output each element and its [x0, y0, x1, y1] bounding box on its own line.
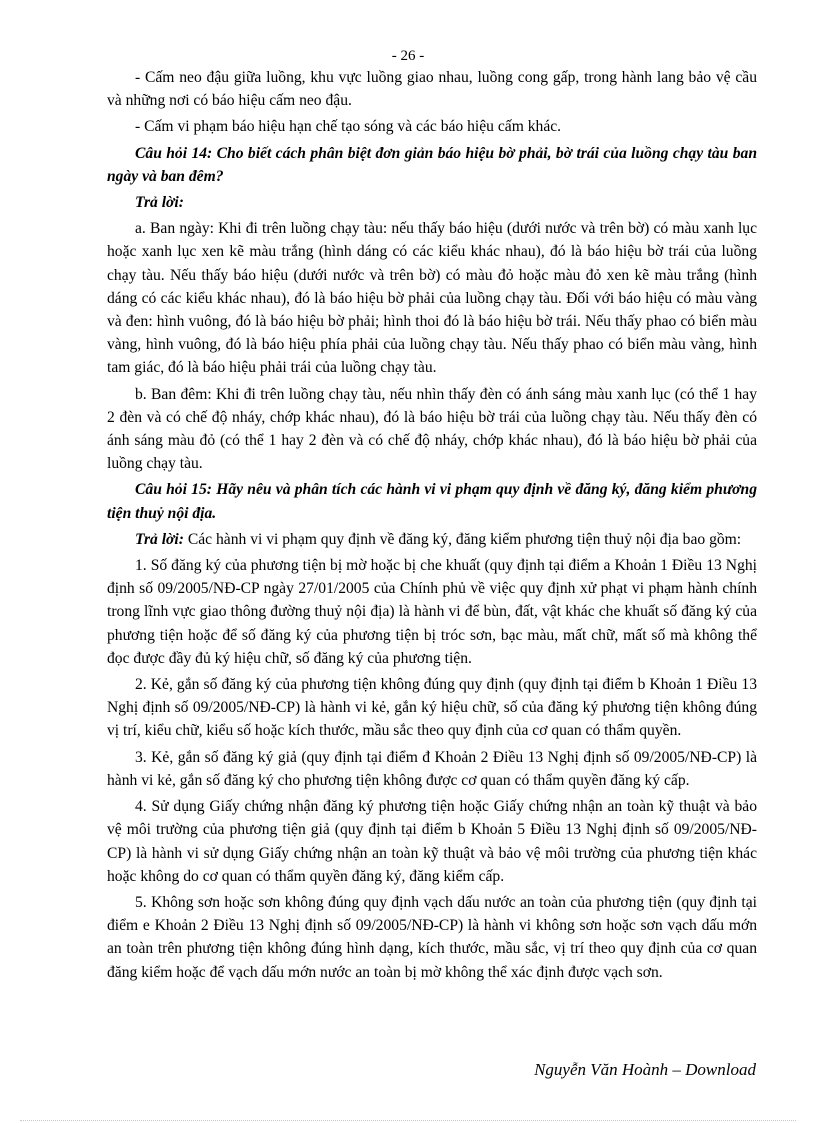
question-14: Câu hỏi 14: Cho biết cách phân biệt đơn giản báo hiệu bờ phải, bờ trái của luồng chạy tàu ban ngày và ban đêm?	[107, 144, 757, 185]
answer-15-item-1: 1. Số đăng ký của phương tiện bị mờ hoặc bị che khuất (quy định tại điểm a Khoản 1 Điều 13 Nghị định số 09/2005/NĐ-CP ngày 27/01/2005 của Chính phủ về việc quy định xử phạt vi phạm hành chính trong lĩnh vực giao thông đường thuỷ nội địa) là hành vi để bùn, đất, vật khác che khuất số đăng ký của phương tiện hoặc để số đăng ký của phương tiện bị tróc sơn, bạc màu, mất chữ, mất số mà không thể đọc được đầy đủ ký hiệu chữ, số đăng ký của phương tiện.	[107, 557, 757, 667]
answer-14-nighttime: b. Ban đêm: Khi đi trên luồng chạy tàu, nếu nhìn thấy đèn có ánh sáng màu xanh lục (có thể 1 hay 2 đèn và có chế độ nháy, chớp khác nhau), đó là báo hiệu bờ trái của luồng chạy tàu. Nếu thấy đèn có ánh sáng màu đỏ (có thể 1 hay 2 đèn và có chế độ nháy, chớp khác nhau), đó là báo hiệu bờ phải của luồng chạy tàu.	[107, 385, 757, 473]
document-body	[107, 66, 757, 987]
answer-14-daytime: a. Ban ngày: Khi đi trên luồng chạy tàu: nếu thấy báo hiệu (dưới nước và trên bờ) có màu xanh lục hoặc xanh lục xen kẽ màu trắng (hình dáng có các kiểu khác nhau), đó là báo hiệu bờ trái của luồng chạy tàu. Nếu thấy báo hiệu (dưới nước và trên bờ) có màu đỏ hoặc màu đỏ xen kẽ màu trắng (hình dáng có các kiểu khác nhau), đó là báo hiệu bờ phải của luồng chạy tàu. Đối với báo hiệu có màu vàng và đen: hình vuông, đó là báo hiệu bờ phải; hình thoi đó là báo hiệu bờ trái. Nếu thấy phao có biển màu vàng, hình vuông, đó là báo hiệu phía phải của luồng chạy tàu. Nếu thấy phao có biển màu vàng, hình tam giác, đó là báo hiệu phải trái của luồng chạy tàu.	[107, 220, 757, 377]
page-number: - 26 -	[391, 48, 425, 64]
answer-15-item-2: 2. Kẻ, gắn số đăng ký của phương tiện không đúng quy định (quy định tại điểm b Khoản 1 Điều 13 Nghị định số 09/2005/NĐ-CP) là hành vi kẻ, gắn ký hiệu chữ, số của đăng ký phương tiện không đúng vị trí, kiểu chữ, kiểu số hoặc kích thước, mầu sắc theo quy định của cơ quan có thẩm quyền.	[107, 676, 757, 740]
footer-credit: Nguyễn Văn Hoành – Download	[534, 1060, 756, 1079]
answer-label-15: Trả lời:	[135, 530, 184, 548]
answer-15-intro-text: Các hành vi vi phạm quy định về đăng ký, đăng kiểm phương tiện thuỷ nội địa bao gồm:	[183, 530, 742, 548]
answer-15-item-5: 5. Không sơn hoặc sơn không đúng quy định vạch dấu nước an toàn của phương tiện (quy định tại điểm e Khoản 2 Điều 13 Nghị định số 09/2005/NĐ-CP) là hành vi không sơn hoặc sơn vạch dấu mớn an toàn trên phương tiện không đúng hình dạng, kích thước, mầu sắc, vị trí theo quy định của cơ quan đăng kiểm hoặc để vạch dấu mớn nước an toàn bị mờ không thể xác định được vạch sơn.	[107, 893, 757, 981]
bullet-wave-signs: - Cấm vi phạm báo hiệu hạn chế tạo sóng và các báo hiệu cấm khác.	[135, 118, 562, 136]
answer-label-14: Trả lời:	[135, 194, 184, 212]
question-15: Câu hỏi 15: Hãy nêu và phân tích các hành vi vi phạm quy định về đăng ký, đăng kiểm phương tiện thuỷ nội địa.	[107, 481, 757, 522]
bullet-anchoring: - Cấm neo đậu giữa luồng, khu vực luồng giao nhau, luồng cong gấp, trong hành lang bảo vệ cầu và những nơi có báo hiệu cấm neo đậu.	[107, 69, 757, 110]
bottom-divider	[20, 1120, 796, 1121]
answer-15-item-4: 4. Sử dụng Giấy chứng nhận đăng ký phương tiện hoặc Giấy chứng nhận an toàn kỹ thuật và bảo vệ môi trường của phương tiện giả (quy định tại điểm b Khoản 5 Điều 13 Nghị định số 09/2005/NĐ-CP) là hành vi sử dụng Giấy chứng nhận an toàn kỹ thuật và bảo vệ môi trường của phương tiện khác hoặc không do cơ quan có thẩm quyền đăng ký, đăng kiểm cấp.	[107, 798, 757, 885]
answer-15-item-3: 3. Kẻ, gắn số đăng ký giả (quy định tại điểm đ Khoản 2 Điều 13 Nghị định số 09/2005/NĐ-CP) là hành vi kẻ, gắn số đăng ký cho phương tiện không được cơ quan có thẩm quyền đăng ký cấp.	[107, 748, 757, 789]
answer-15-intro	[107, 528, 757, 551]
